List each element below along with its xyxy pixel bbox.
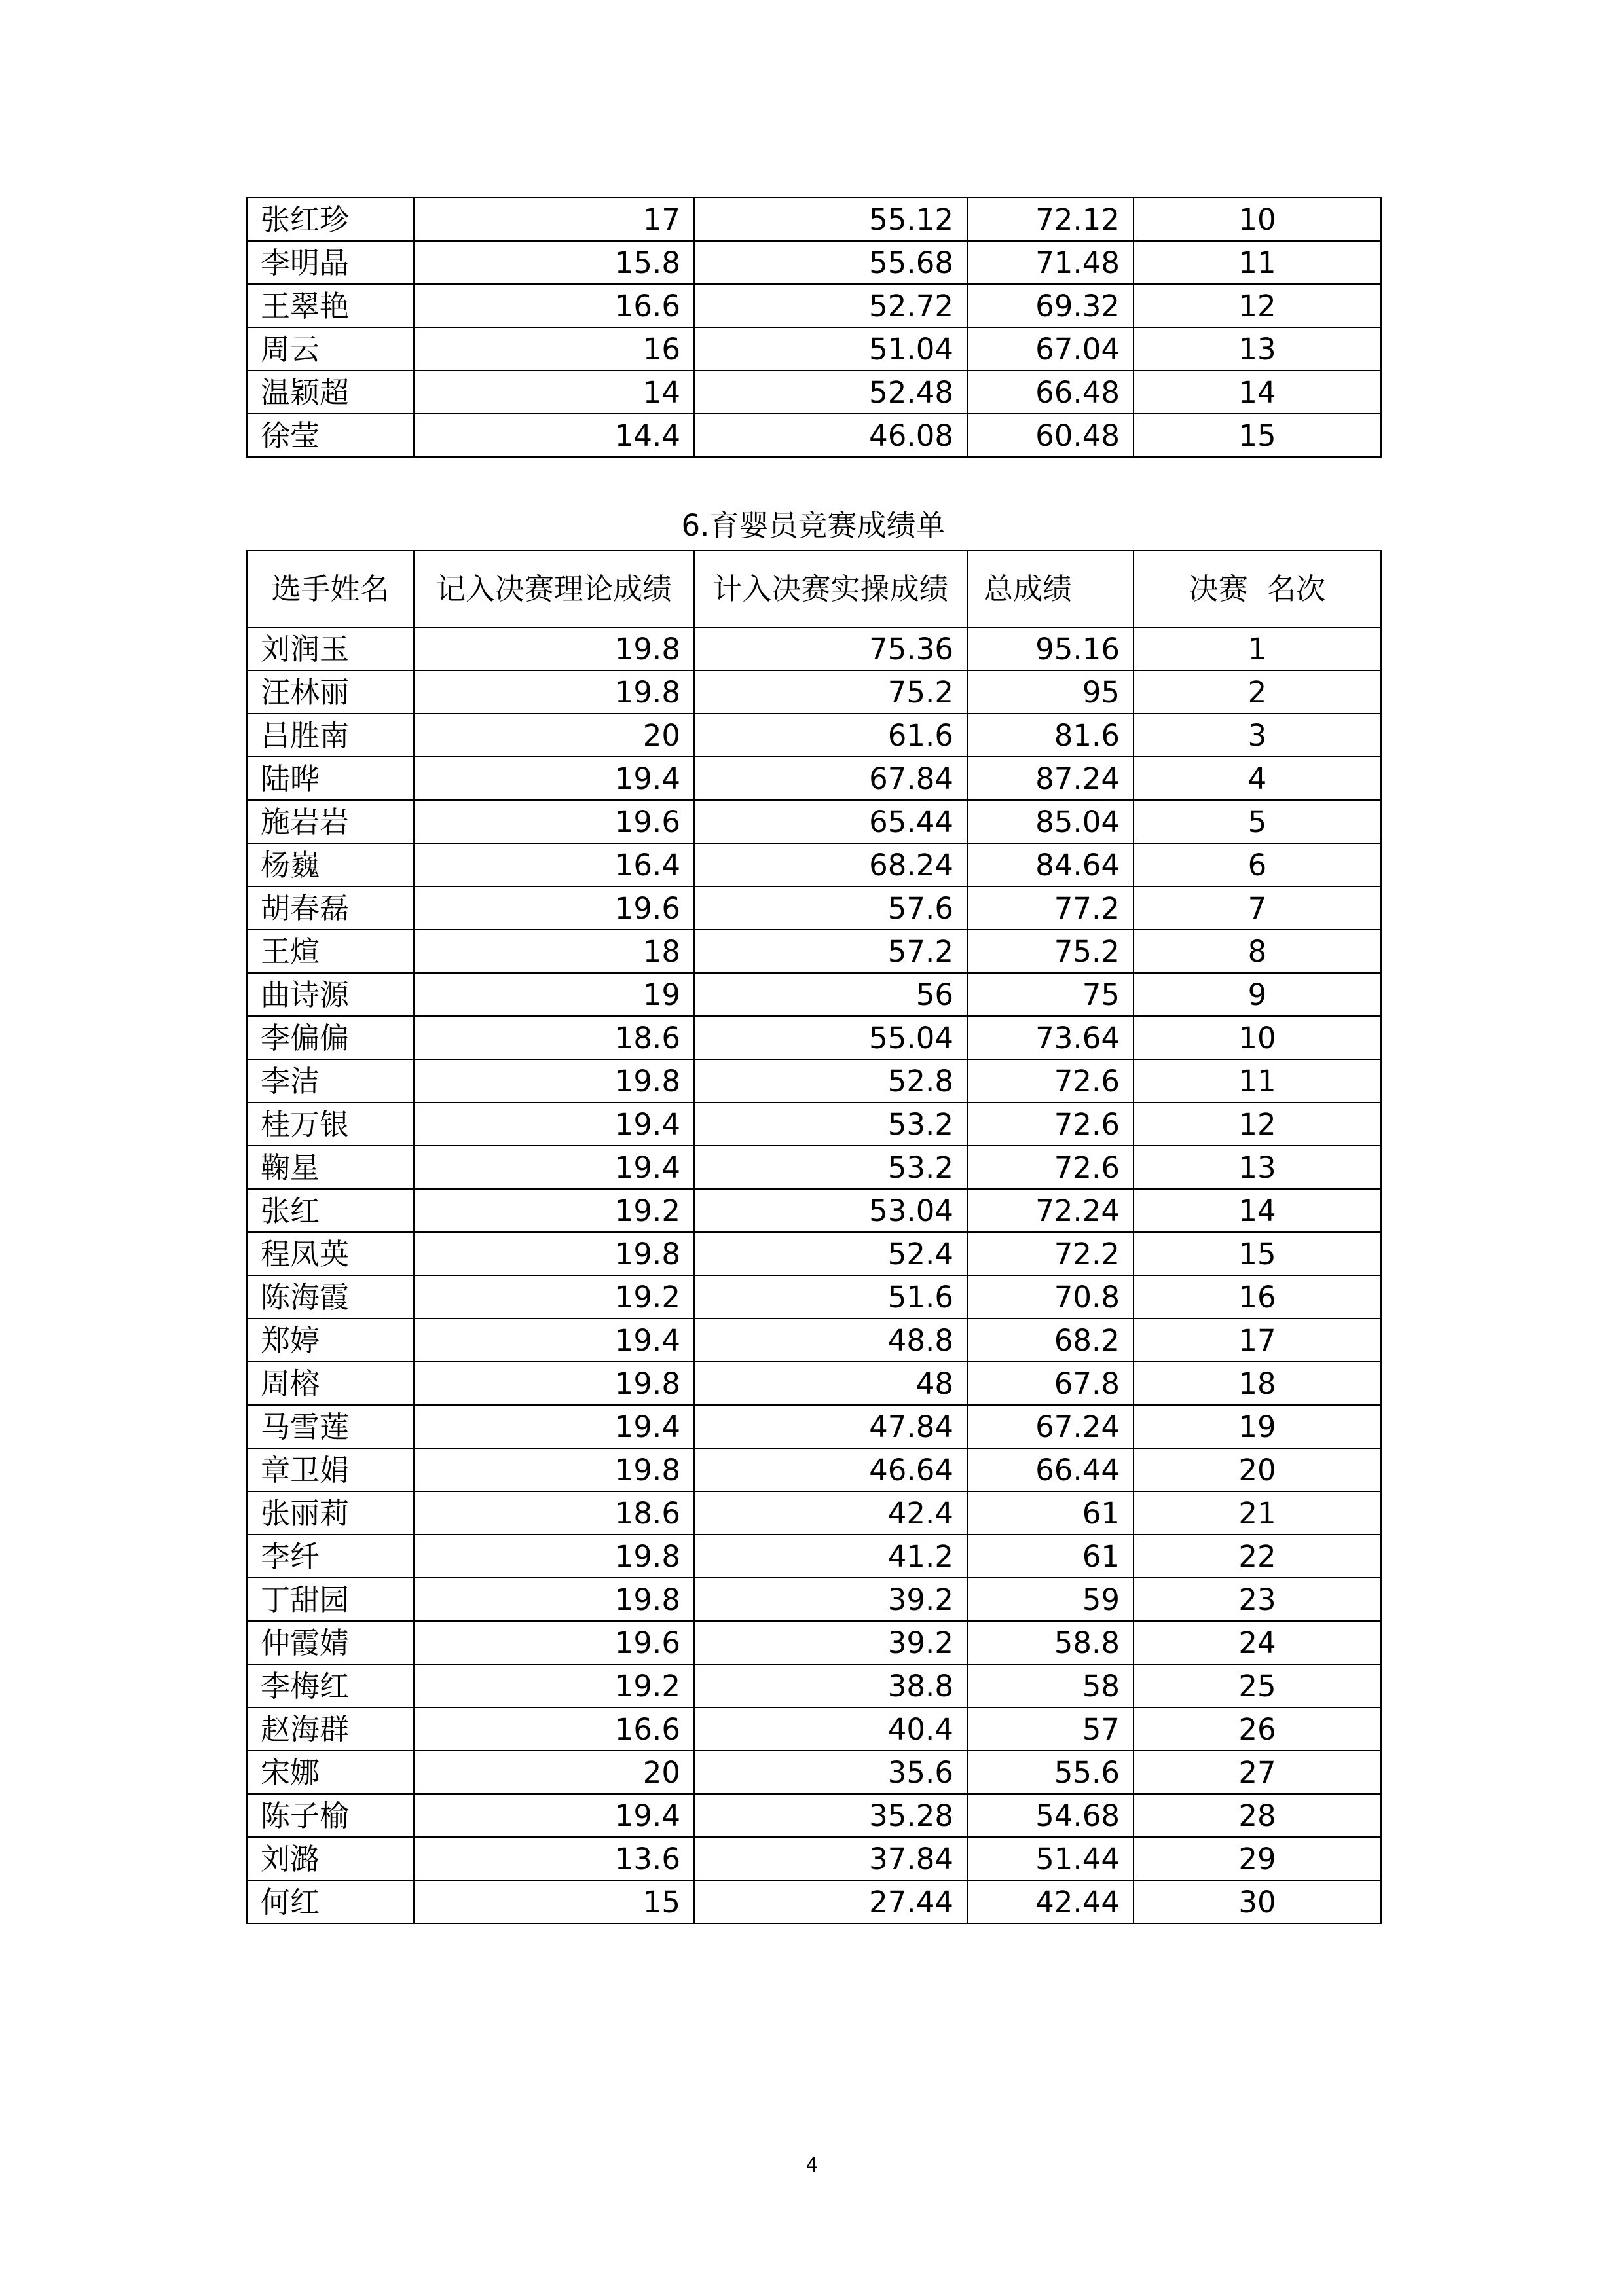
cell-total-score: 72.6: [967, 1146, 1134, 1189]
continued-scores-table: [246, 197, 1382, 458]
cell-practice-score: 37.84: [694, 1837, 967, 1880]
cell-theory-score: 19.8: [414, 1448, 694, 1491]
cell-final-rank: 1: [1134, 627, 1381, 670]
cell-total-score: 70.8: [967, 1275, 1134, 1319]
cell-theory-score: 19.6: [414, 886, 694, 930]
cell-total-score: 72.6: [967, 1059, 1134, 1102]
cell-theory-score: 14.4: [414, 414, 694, 457]
cell-final-rank: 21: [1134, 1491, 1381, 1535]
cell-theory-score: 19: [414, 973, 694, 1016]
table-row: [247, 1146, 1381, 1189]
cell-practice-score: 39.2: [694, 1578, 967, 1621]
cell-theory-score: 19.8: [414, 1232, 694, 1275]
cell-contestant-name: 周云: [247, 327, 414, 371]
cell-total-score: 85.04: [967, 800, 1134, 843]
cell-total-score: 42.44: [967, 1880, 1134, 1923]
cell-contestant-name: 周榕: [247, 1362, 414, 1405]
table-row: [247, 371, 1381, 414]
header-total-score: 总成绩: [967, 551, 1134, 627]
cell-final-rank: 20: [1134, 1448, 1381, 1491]
cell-final-rank: 15: [1134, 414, 1381, 457]
cell-theory-score: 19.4: [414, 757, 694, 800]
cell-total-score: 77.2: [967, 886, 1134, 930]
cell-final-rank: 24: [1134, 1621, 1381, 1664]
cell-contestant-name: 宋娜: [247, 1751, 414, 1794]
cell-practice-score: 52.4: [694, 1232, 967, 1275]
header-contestant-name: 选手姓名: [247, 551, 414, 627]
cell-practice-score: 68.24: [694, 843, 967, 886]
cell-total-score: 67.04: [967, 327, 1134, 371]
cell-practice-score: 55.12: [694, 198, 967, 241]
cell-theory-score: 19.8: [414, 627, 694, 670]
cell-total-score: 72.24: [967, 1189, 1134, 1232]
cell-total-score: 61: [967, 1535, 1134, 1578]
cell-practice-score: 48.8: [694, 1319, 967, 1362]
cell-practice-score: 55.04: [694, 1016, 967, 1059]
table-row: [247, 1059, 1381, 1102]
cell-final-rank: 16: [1134, 1275, 1381, 1319]
cell-theory-score: 19.4: [414, 1794, 694, 1837]
cell-contestant-name: 马雪莲: [247, 1405, 414, 1448]
cell-theory-score: 19.6: [414, 1621, 694, 1664]
table-row: [247, 1491, 1381, 1535]
cell-total-score: 72.12: [967, 198, 1134, 241]
cell-final-rank: 25: [1134, 1664, 1381, 1707]
cell-contestant-name: 曲诗源: [247, 973, 414, 1016]
table-row: [247, 757, 1381, 800]
cell-total-score: 71.48: [967, 241, 1134, 284]
cell-practice-score: 52.48: [694, 371, 967, 414]
continued-scores-table-body: [247, 198, 1381, 457]
cell-theory-score: 19.2: [414, 1664, 694, 1707]
cell-practice-score: 42.4: [694, 1491, 967, 1535]
cell-total-score: 95.16: [967, 627, 1134, 670]
cell-total-score: 54.68: [967, 1794, 1134, 1837]
cell-theory-score: 19.2: [414, 1189, 694, 1232]
cell-final-rank: 30: [1134, 1880, 1381, 1923]
cell-theory-score: 19.4: [414, 1405, 694, 1448]
cell-contestant-name: 陆晔: [247, 757, 414, 800]
table-row: [247, 327, 1381, 371]
table-row: [247, 1275, 1381, 1319]
cell-practice-score: 53.2: [694, 1146, 967, 1189]
cell-contestant-name: 程凤英: [247, 1232, 414, 1275]
cell-total-score: 60.48: [967, 414, 1134, 457]
table-row: [247, 1664, 1381, 1707]
cell-theory-score: 17: [414, 198, 694, 241]
cell-theory-score: 15: [414, 1880, 694, 1923]
cell-total-score: 87.24: [967, 757, 1134, 800]
cell-total-score: 51.44: [967, 1837, 1134, 1880]
cell-final-rank: 29: [1134, 1837, 1381, 1880]
cell-practice-score: 55.68: [694, 241, 967, 284]
cell-theory-score: 16: [414, 327, 694, 371]
table-row: [247, 1189, 1381, 1232]
cell-theory-score: 19.2: [414, 1275, 694, 1319]
cell-contestant-name: 吕胜南: [247, 714, 414, 757]
cell-contestant-name: 李明晶: [247, 241, 414, 284]
cell-practice-score: 39.2: [694, 1621, 967, 1664]
cell-final-rank: 2: [1134, 670, 1381, 714]
cell-final-rank: 10: [1134, 1016, 1381, 1059]
cell-practice-score: 40.4: [694, 1707, 967, 1751]
cell-contestant-name: 李纤: [247, 1535, 414, 1578]
table-row: [247, 886, 1381, 930]
cell-practice-score: 47.84: [694, 1405, 967, 1448]
cell-theory-score: 19.8: [414, 1578, 694, 1621]
cell-practice-score: 57.2: [694, 930, 967, 973]
cell-contestant-name: 陈海霞: [247, 1275, 414, 1319]
cell-theory-score: 19.8: [414, 670, 694, 714]
cell-contestant-name: 桂万银: [247, 1102, 414, 1146]
table-row: [247, 930, 1381, 973]
cell-total-score: 75: [967, 973, 1134, 1016]
cell-theory-score: 14: [414, 371, 694, 414]
table-row: [247, 1448, 1381, 1491]
cell-practice-score: 75.36: [694, 627, 967, 670]
cell-practice-score: 53.2: [694, 1102, 967, 1146]
header-theory-score: 记入决赛理论成绩: [414, 551, 694, 627]
cell-contestant-name: 陈子榆: [247, 1794, 414, 1837]
table-caption: 6.育婴员竞赛成绩单: [681, 508, 946, 543]
cell-theory-score: 18.6: [414, 1491, 694, 1535]
cell-total-score: 59: [967, 1578, 1134, 1621]
cell-final-rank: 13: [1134, 327, 1381, 371]
table-header-row: [247, 551, 1381, 627]
cell-contestant-name: 汪林丽: [247, 670, 414, 714]
cell-contestant-name: 鞠星: [247, 1146, 414, 1189]
table-row: [247, 1837, 1381, 1880]
table-row: [247, 843, 1381, 886]
cell-contestant-name: 李洁: [247, 1059, 414, 1102]
cell-practice-score: 53.04: [694, 1189, 967, 1232]
cell-contestant-name: 王煊: [247, 930, 414, 973]
cell-theory-score: 19.6: [414, 800, 694, 843]
cell-theory-score: 13.6: [414, 1837, 694, 1880]
cell-contestant-name: 章卫娟: [247, 1448, 414, 1491]
cell-theory-score: 18.6: [414, 1016, 694, 1059]
cell-final-rank: 11: [1134, 1059, 1381, 1102]
cell-total-score: 58.8: [967, 1621, 1134, 1664]
cell-contestant-name: 丁甜园: [247, 1578, 414, 1621]
table-row: [247, 1751, 1381, 1794]
contest-results-table-body: [247, 627, 1381, 1923]
cell-theory-score: 19.4: [414, 1146, 694, 1189]
table-row: [247, 1880, 1381, 1923]
cell-total-score: 55.6: [967, 1751, 1134, 1794]
cell-final-rank: 12: [1134, 1102, 1381, 1146]
cell-theory-score: 19.8: [414, 1362, 694, 1405]
cell-final-rank: 8: [1134, 930, 1381, 973]
cell-theory-score: 19.8: [414, 1535, 694, 1578]
table-row: [247, 1319, 1381, 1362]
cell-total-score: 81.6: [967, 714, 1134, 757]
table-row: [247, 627, 1381, 670]
cell-practice-score: 46.64: [694, 1448, 967, 1491]
cell-contestant-name: 胡春磊: [247, 886, 414, 930]
cell-final-rank: 18: [1134, 1362, 1381, 1405]
table-row: [247, 1016, 1381, 1059]
table-row: [247, 241, 1381, 284]
cell-total-score: 67.24: [967, 1405, 1134, 1448]
cell-practice-score: 52.8: [694, 1059, 967, 1102]
cell-final-rank: 13: [1134, 1146, 1381, 1189]
cell-contestant-name: 杨巍: [247, 843, 414, 886]
cell-total-score: 68.2: [967, 1319, 1134, 1362]
cell-total-score: 73.64: [967, 1016, 1134, 1059]
cell-total-score: 57: [967, 1707, 1134, 1751]
cell-final-rank: 5: [1134, 800, 1381, 843]
contest-results-table: [246, 550, 1382, 1924]
cell-total-score: 66.44: [967, 1448, 1134, 1491]
cell-contestant-name: 张红: [247, 1189, 414, 1232]
cell-final-rank: 14: [1134, 371, 1381, 414]
cell-final-rank: 28: [1134, 1794, 1381, 1837]
cell-practice-score: 51.04: [694, 327, 967, 371]
cell-final-rank: 17: [1134, 1319, 1381, 1362]
cell-practice-score: 75.2: [694, 670, 967, 714]
table-row: [247, 1707, 1381, 1751]
cell-final-rank: 22: [1134, 1535, 1381, 1578]
cell-contestant-name: 温颖超: [247, 371, 414, 414]
cell-final-rank: 6: [1134, 843, 1381, 886]
cell-practice-score: 41.2: [694, 1535, 967, 1578]
table-row: [247, 1232, 1381, 1275]
cell-total-score: 95: [967, 670, 1134, 714]
cell-practice-score: 52.72: [694, 284, 967, 327]
cell-practice-score: 35.28: [694, 1794, 967, 1837]
cell-contestant-name: 刘潞: [247, 1837, 414, 1880]
cell-practice-score: 48: [694, 1362, 967, 1405]
cell-theory-score: 19.4: [414, 1319, 694, 1362]
cell-contestant-name: 王翠艳: [247, 284, 414, 327]
table-row: [247, 198, 1381, 241]
cell-contestant-name: 赵海群: [247, 1707, 414, 1751]
cell-final-rank: 12: [1134, 284, 1381, 327]
cell-theory-score: 19.8: [414, 1059, 694, 1102]
cell-contestant-name: 刘润玉: [247, 627, 414, 670]
table-row: [247, 800, 1381, 843]
cell-final-rank: 15: [1134, 1232, 1381, 1275]
cell-final-rank: 26: [1134, 1707, 1381, 1751]
cell-practice-score: 35.6: [694, 1751, 967, 1794]
cell-total-score: 72.2: [967, 1232, 1134, 1275]
cell-final-rank: 9: [1134, 973, 1381, 1016]
cell-practice-score: 46.08: [694, 414, 967, 457]
cell-total-score: 66.48: [967, 371, 1134, 414]
header-final-rank: 决赛 名次: [1134, 551, 1381, 627]
cell-total-score: 67.8: [967, 1362, 1134, 1405]
cell-contestant-name: 何红: [247, 1880, 414, 1923]
cell-practice-score: 65.44: [694, 800, 967, 843]
cell-theory-score: 19.4: [414, 1102, 694, 1146]
table-row: [247, 670, 1381, 714]
cell-total-score: 61: [967, 1491, 1134, 1535]
table-row: [247, 1405, 1381, 1448]
cell-total-score: 58: [967, 1664, 1134, 1707]
cell-practice-score: 57.6: [694, 886, 967, 930]
cell-final-rank: 14: [1134, 1189, 1381, 1232]
cell-contestant-name: 张红珍: [247, 198, 414, 241]
table-row: [247, 414, 1381, 457]
cell-contestant-name: 徐莹: [247, 414, 414, 457]
cell-final-rank: 10: [1134, 198, 1381, 241]
cell-contestant-name: 李梅红: [247, 1664, 414, 1707]
cell-final-rank: 7: [1134, 886, 1381, 930]
cell-practice-score: 61.6: [694, 714, 967, 757]
cell-final-rank: 4: [1134, 757, 1381, 800]
cell-total-score: 84.64: [967, 843, 1134, 886]
cell-final-rank: 19: [1134, 1405, 1381, 1448]
cell-practice-score: 51.6: [694, 1275, 967, 1319]
table-row: [247, 1535, 1381, 1578]
cell-theory-score: 15.8: [414, 241, 694, 284]
cell-total-score: 72.6: [967, 1102, 1134, 1146]
cell-contestant-name: 郑婷: [247, 1319, 414, 1362]
cell-contestant-name: 李偏偏: [247, 1016, 414, 1059]
table-row: [247, 1621, 1381, 1664]
cell-theory-score: 16.6: [414, 284, 694, 327]
page-number: 4: [805, 2154, 819, 2177]
cell-practice-score: 56: [694, 973, 967, 1016]
table-row: [247, 714, 1381, 757]
cell-final-rank: 3: [1134, 714, 1381, 757]
cell-total-score: 75.2: [967, 930, 1134, 973]
table-row: [247, 1578, 1381, 1621]
cell-practice-score: 38.8: [694, 1664, 967, 1707]
cell-final-rank: 11: [1134, 241, 1381, 284]
table-row: [247, 284, 1381, 327]
cell-contestant-name: 仲霞婧: [247, 1621, 414, 1664]
table-row: [247, 1362, 1381, 1405]
cell-contestant-name: 施岩岩: [247, 800, 414, 843]
cell-contestant-name: 张丽莉: [247, 1491, 414, 1535]
cell-theory-score: 16.6: [414, 1707, 694, 1751]
cell-total-score: 69.32: [967, 284, 1134, 327]
cell-theory-score: 18: [414, 930, 694, 973]
cell-practice-score: 67.84: [694, 757, 967, 800]
cell-theory-score: 20: [414, 1751, 694, 1794]
cell-practice-score: 27.44: [694, 1880, 967, 1923]
cell-theory-score: 16.4: [414, 843, 694, 886]
header-practice-score: 计入决赛实操成绩: [694, 551, 967, 627]
table-row: [247, 1794, 1381, 1837]
table-row: [247, 1102, 1381, 1146]
cell-theory-score: 20: [414, 714, 694, 757]
cell-final-rank: 23: [1134, 1578, 1381, 1621]
table-row: [247, 973, 1381, 1016]
cell-final-rank: 27: [1134, 1751, 1381, 1794]
